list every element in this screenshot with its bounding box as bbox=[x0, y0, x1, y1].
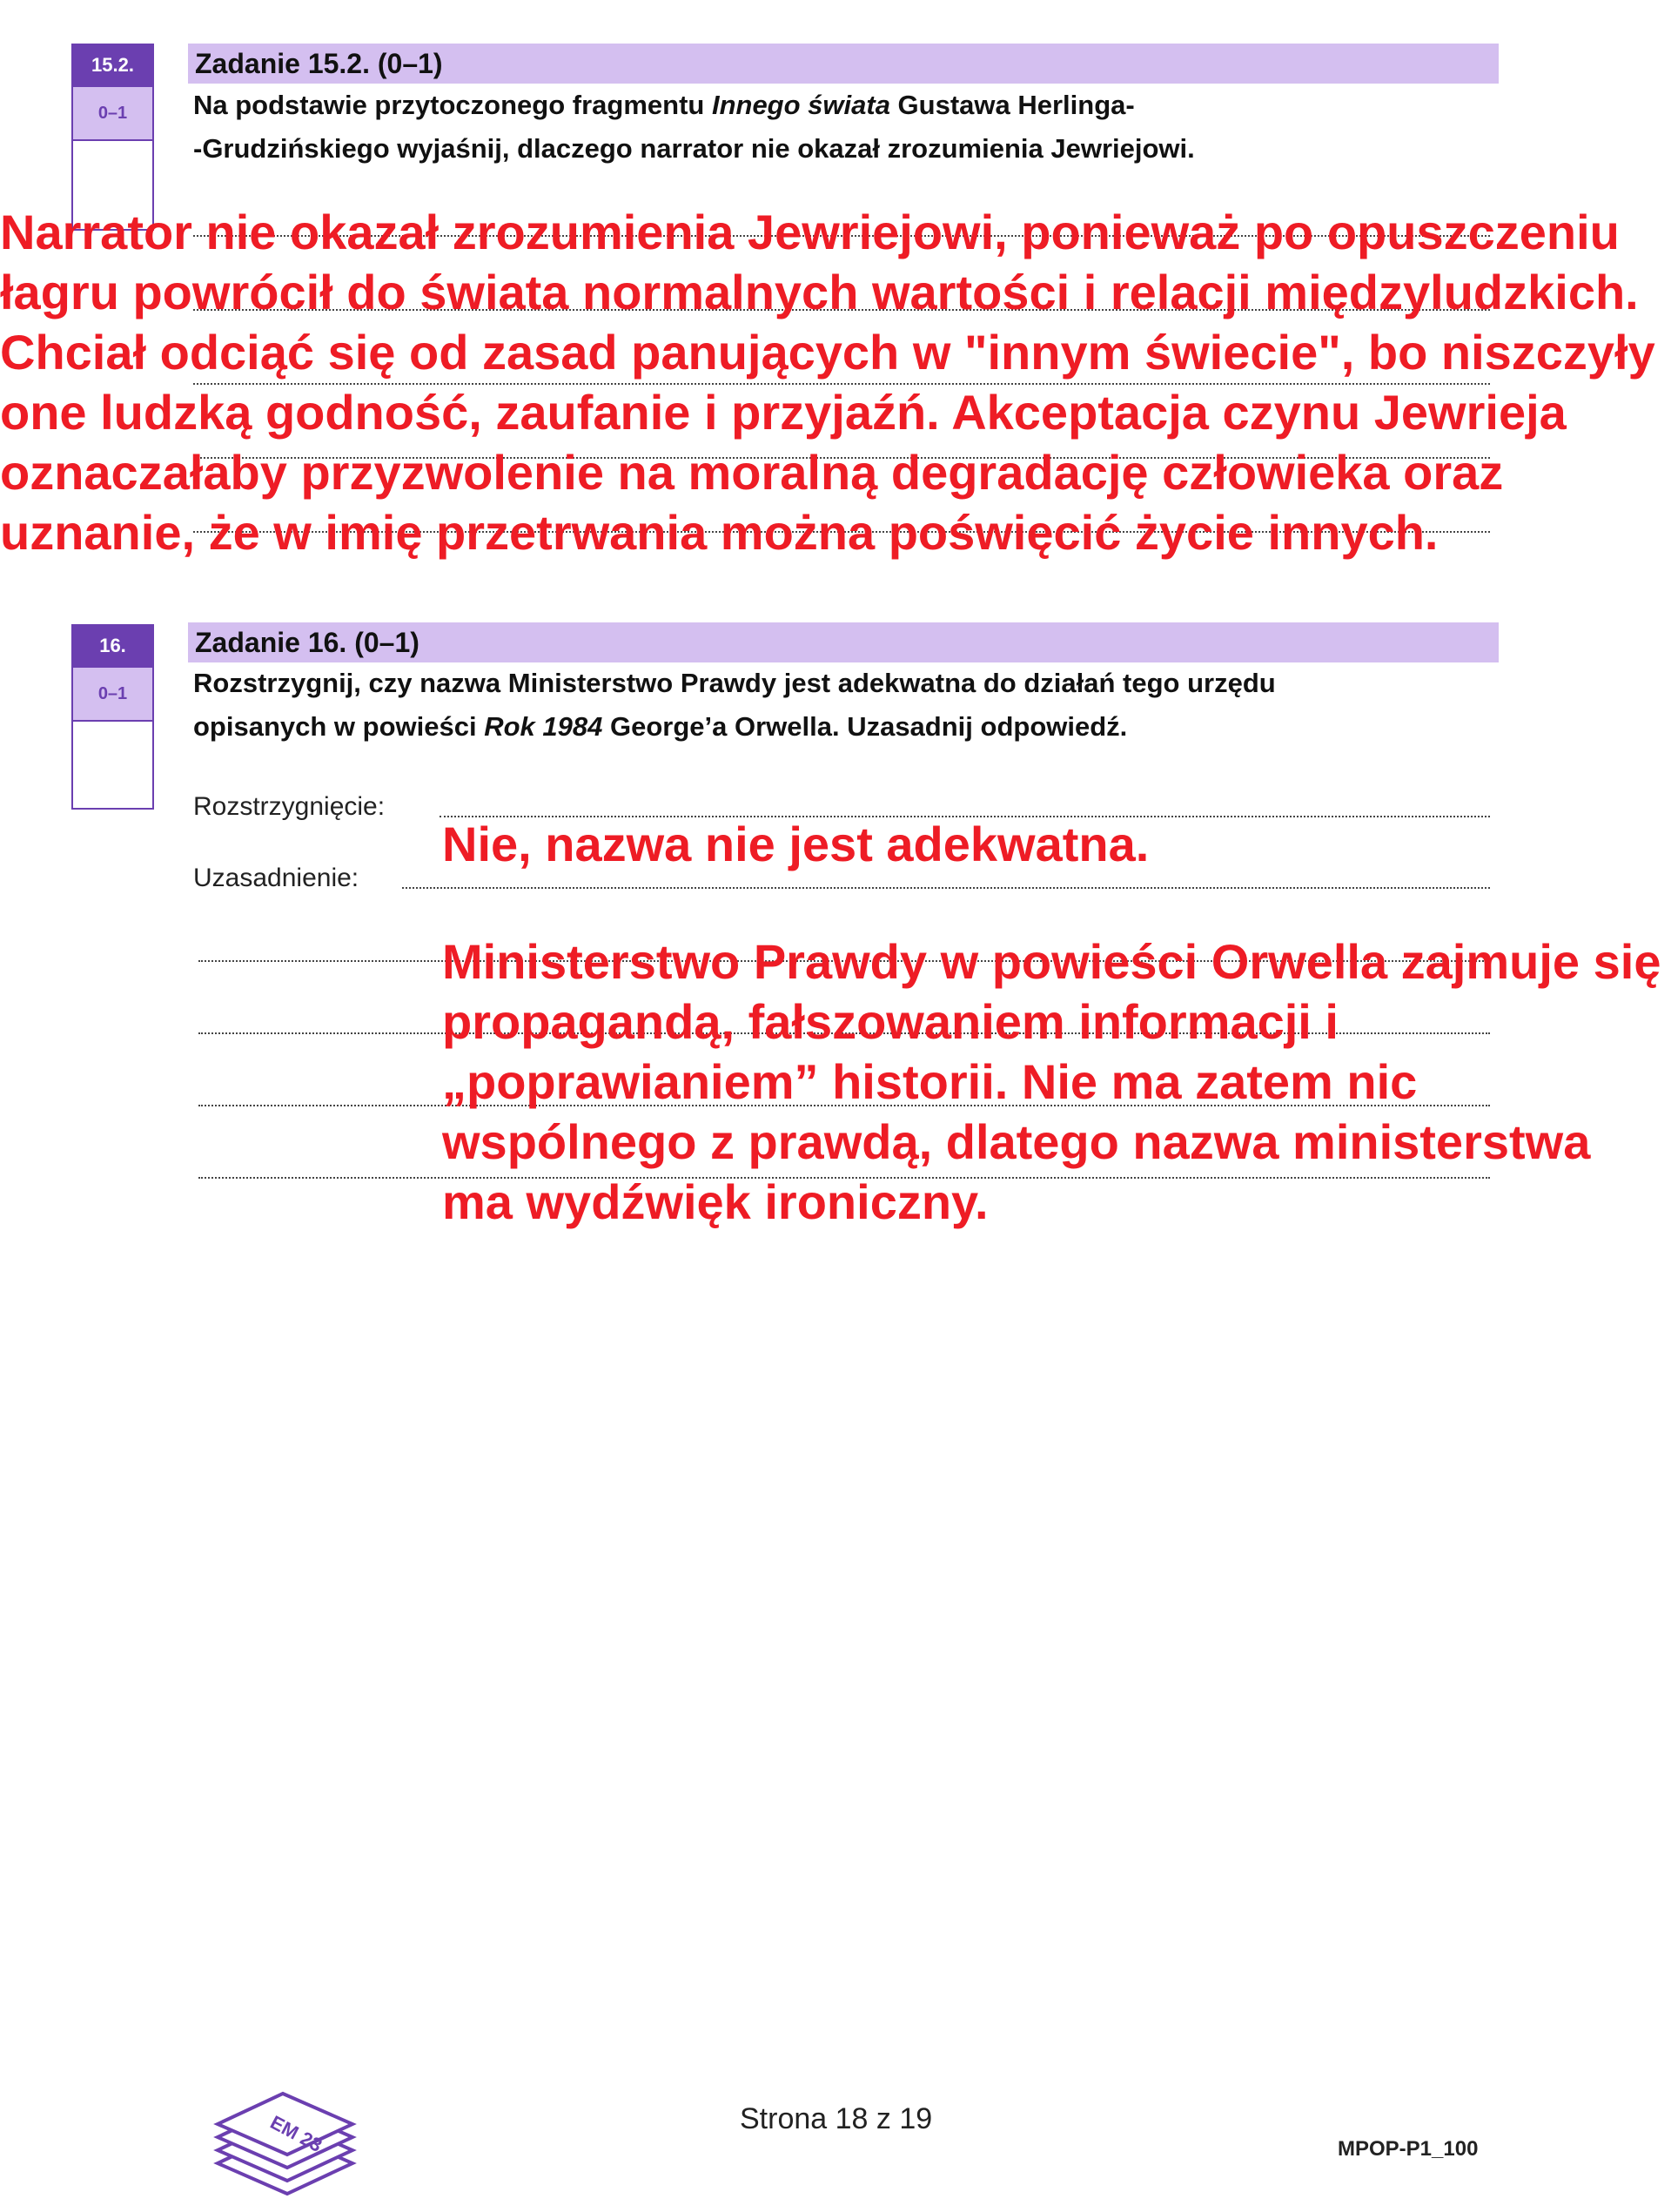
decision-label: Rozstrzygnięcie: bbox=[193, 792, 386, 821]
task-number: 15.2. bbox=[73, 45, 152, 85]
task-prompt-15-2: Na podstawie przytoczonego fragmentu Innego świata Gustawa Herlinga- -Grudzińskiego wyjaśnij, dlaczego narrator nie okazał zrozumienia Jewriejowi. bbox=[193, 90, 1195, 164]
exam-code: MPOP-P1_100 bbox=[1338, 2137, 1479, 2161]
handwritten-justification: Ministerstwo Prawdy w powieści Orwella zajmuje się propagandą, fałszowaniem informacji i „poprawianiem” historii. Nie ma zatem nic wspólnego z prawdą, dlatego nazwa ministerstwa ma wydźwięk ironiczny. bbox=[442, 934, 1661, 1229]
task-number: 16. bbox=[73, 626, 152, 666]
task-title-15-2: Zadanie 15.2. (0–1) bbox=[188, 44, 1499, 84]
justification-label: Uzasadnienie: bbox=[193, 864, 359, 892]
handwritten-answer-15-2: Narrator nie okazał zrozumienia Jewriejowi, ponieważ po opuszczeniu łagru powrócił do świata normalnych wartości i relacji międzyludzkich. Chciał odciąć się od zasad panujących w "innym świecie", bo niszczyły one ludzką godność, zaufanie i przyjaźń. Akceptacja czynu Jewrieja oznaczałaby przyzwolenie na moralną degradację człowieka oraz uznanie, że w imię przetrwania można poświęcić życie innych. bbox=[0, 205, 1655, 560]
score-field[interactable] bbox=[73, 722, 152, 808]
cke-logo-icon bbox=[209, 2081, 361, 2202]
page-number: Strona 18 z 19 bbox=[740, 2102, 933, 2135]
score-box-16 bbox=[71, 624, 154, 810]
task-prompt-16: Rozstrzygnij, czy nazwa Ministerstwo Prawdy jest adekwatna do działań tego urzędu opisanych w powieści Rok 1984 George’a Orwella. Uzasadnij odpowiedź. bbox=[193, 668, 1276, 742]
task-title-16: Zadanie 16. (0–1) bbox=[188, 622, 1499, 662]
task-points: 0–1 bbox=[73, 85, 152, 141]
task-points: 0–1 bbox=[73, 666, 152, 722]
handwritten-decision: Nie, nazwa nie jest adekwatna. bbox=[442, 817, 1150, 871]
logo-text: EM 23 bbox=[266, 2111, 326, 2157]
justification-line[interactable] bbox=[402, 887, 1490, 889]
